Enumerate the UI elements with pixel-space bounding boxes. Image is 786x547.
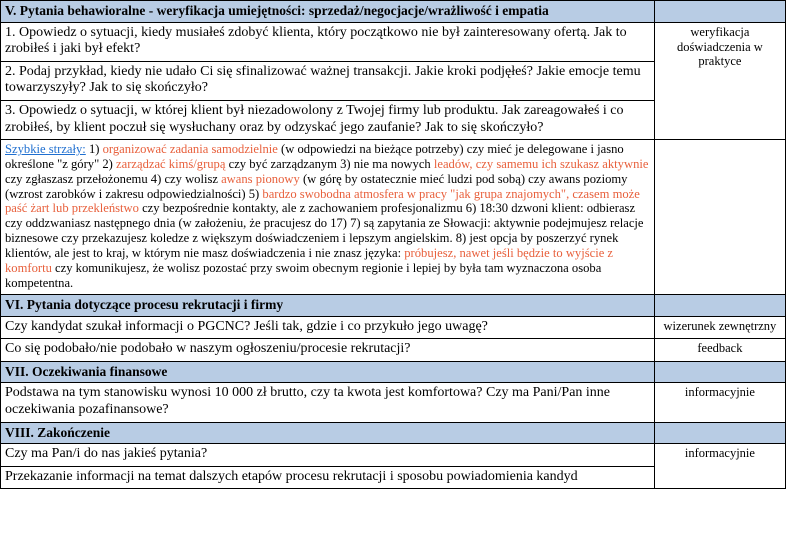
note-6-2: feedback <box>654 339 785 362</box>
question-5-2: 2. Podaj przykład, kiedy nie udało Ci się sfinalizować ważnej transakcji. Jakie kroki podjęłeś? Jakie emocje temu towarzyszyły? Jak to się skończyło? <box>1 61 655 100</box>
quick-fire-segment: (w odpowiedzi na bieżące potrzeby) czy mieć je delegowane i jasno określone "z góry" 2) <box>5 142 624 171</box>
quick-fire-segment: bardzo swobodna atmosfera w pracy "jak grupa znajomych", czasem może paść żart lub przekleństwo <box>5 186 640 216</box>
note-5: weryfikacja doświadczenia w praktyce <box>654 22 785 139</box>
quick-fire-segment: zarządzać kimś/grupą <box>116 156 226 171</box>
quick-fire-segment: czy zgłaszasz przełożonemu 4) czy wolisz <box>5 171 222 186</box>
note-7-1: informacyjnie <box>654 383 785 422</box>
section-heading-5: V. Pytania behawioralne - weryfikacja umiejętności: sprzedaż/negocjacje/wrażliwość i empatia <box>1 1 655 23</box>
quick-fire-questions <box>1 140 655 295</box>
quick-fire-segment: próbujesz, nawet jeśli będzie to wyjście z komfortu <box>5 246 614 275</box>
section-heading-6: VI. Pytania dotyczące procesu rekrutacji i firmy <box>1 294 655 316</box>
question-8-2: Przekazanie informacji na temat dalszych etapów procesu rekrutacji i sposobu powiadomienia kandyd <box>1 466 655 489</box>
question-5-1: 1. Opowiedz o sytuacji, kiedy musiałeś zdobyć klienta, który początkowo nie był zainteresowany ofertą. Jak to zrobiłeś i jaki był efekt? <box>1 22 655 61</box>
table-row <box>1 294 786 316</box>
quick-fire-segment: leadów, czy samemu ich szukasz aktywnie <box>433 156 649 171</box>
quick-fire-segment: czy być zarządzanym 3) nie ma nowych <box>225 156 434 171</box>
question-6-1: Czy kandydat szukał informacji o PGCNC? Jeśli tak, gdzie i co przykuło jego uwagę? <box>1 316 655 339</box>
table-row <box>1 422 786 444</box>
question-6-2: Co się podobało/nie podobało w naszym ogłoszeniu/procesie rekrutacji? <box>1 339 655 362</box>
quick-fire-segment: organizować zadania samodzielnie <box>102 142 278 157</box>
section-heading-6-spacer <box>654 294 785 316</box>
quick-fire-body <box>5 142 648 290</box>
table-row <box>1 22 786 61</box>
note-8: informacyjnie <box>654 444 785 489</box>
section-heading-7-spacer <box>654 361 785 383</box>
table-row <box>1 316 786 339</box>
table-row <box>1 383 786 422</box>
note-6-1: wizerunek zewnętrzny <box>654 316 785 339</box>
quick-fire-segment: (w górę by ostatecznie mieć ludzi pod sobą) czy awans poziomy (wzrost zarobków i zakresu odpowiedzialności) 5) <box>5 171 628 201</box>
question-8-1: Czy ma Pan/i do nas jakieś pytania? <box>1 444 655 467</box>
quick-fire-label: Szybkie strzały: <box>5 142 86 157</box>
table-row <box>1 140 786 295</box>
quick-fire-segment: awans pionowy <box>221 171 300 186</box>
table-row <box>1 444 786 467</box>
quick-fire-segment: czy bezpośrednie kontakty, ale z zachowaniem profesjonalizmu 6) 18:30 dzwoni klient: odbierasz czy oddzwaniasz następnego dnia (w założeniu, że pracujesz do 17) 7) są zapytania ze Słowacji: aktywnie podejmujesz relacje biznesowe czy przekazujesz koledze z większym doświadczeniem i lepszym angielskim. 8) jest opcja by poszerzyć rynek klientów, ale jest to kraj, w którym nie masz doświadczenia i nie znasz języka: <box>5 201 644 261</box>
section-heading-8: VIII. Zakończenie <box>1 422 655 444</box>
table-row <box>1 339 786 362</box>
question-7-1: Podstawa na tym stanowisku wynosi 10 000 zł brutto, czy ta kwota jest komfortowa? Czy ma Pani/Pan inne oczekiwania pozafinansowe? <box>1 383 655 422</box>
question-5-3: 3. Opowiedz o sytuacji, w której klient był niezadowolony z Twojej firmy lub produktu. Jak zareagowałeś i co zrobiłeś, by klient poczuł się wysłuchany oraz by odzyskać jego zaufanie? Jak to się skończyło? <box>1 100 655 139</box>
table-row <box>1 361 786 383</box>
section-heading-8-spacer <box>654 422 785 444</box>
section-heading-7: VII. Oczekiwania finansowe <box>1 361 655 383</box>
section-heading-5-spacer <box>654 1 785 23</box>
table-row <box>1 1 786 23</box>
quick-fire-note <box>654 140 785 295</box>
quick-fire-segment: 1) <box>85 142 103 157</box>
quick-fire-segment: czy komunikujesz, że wolisz pozostać przy swoim obecnym regionie i lepiej by była tam wyznaczona osoba kompetentna. <box>5 260 602 290</box>
